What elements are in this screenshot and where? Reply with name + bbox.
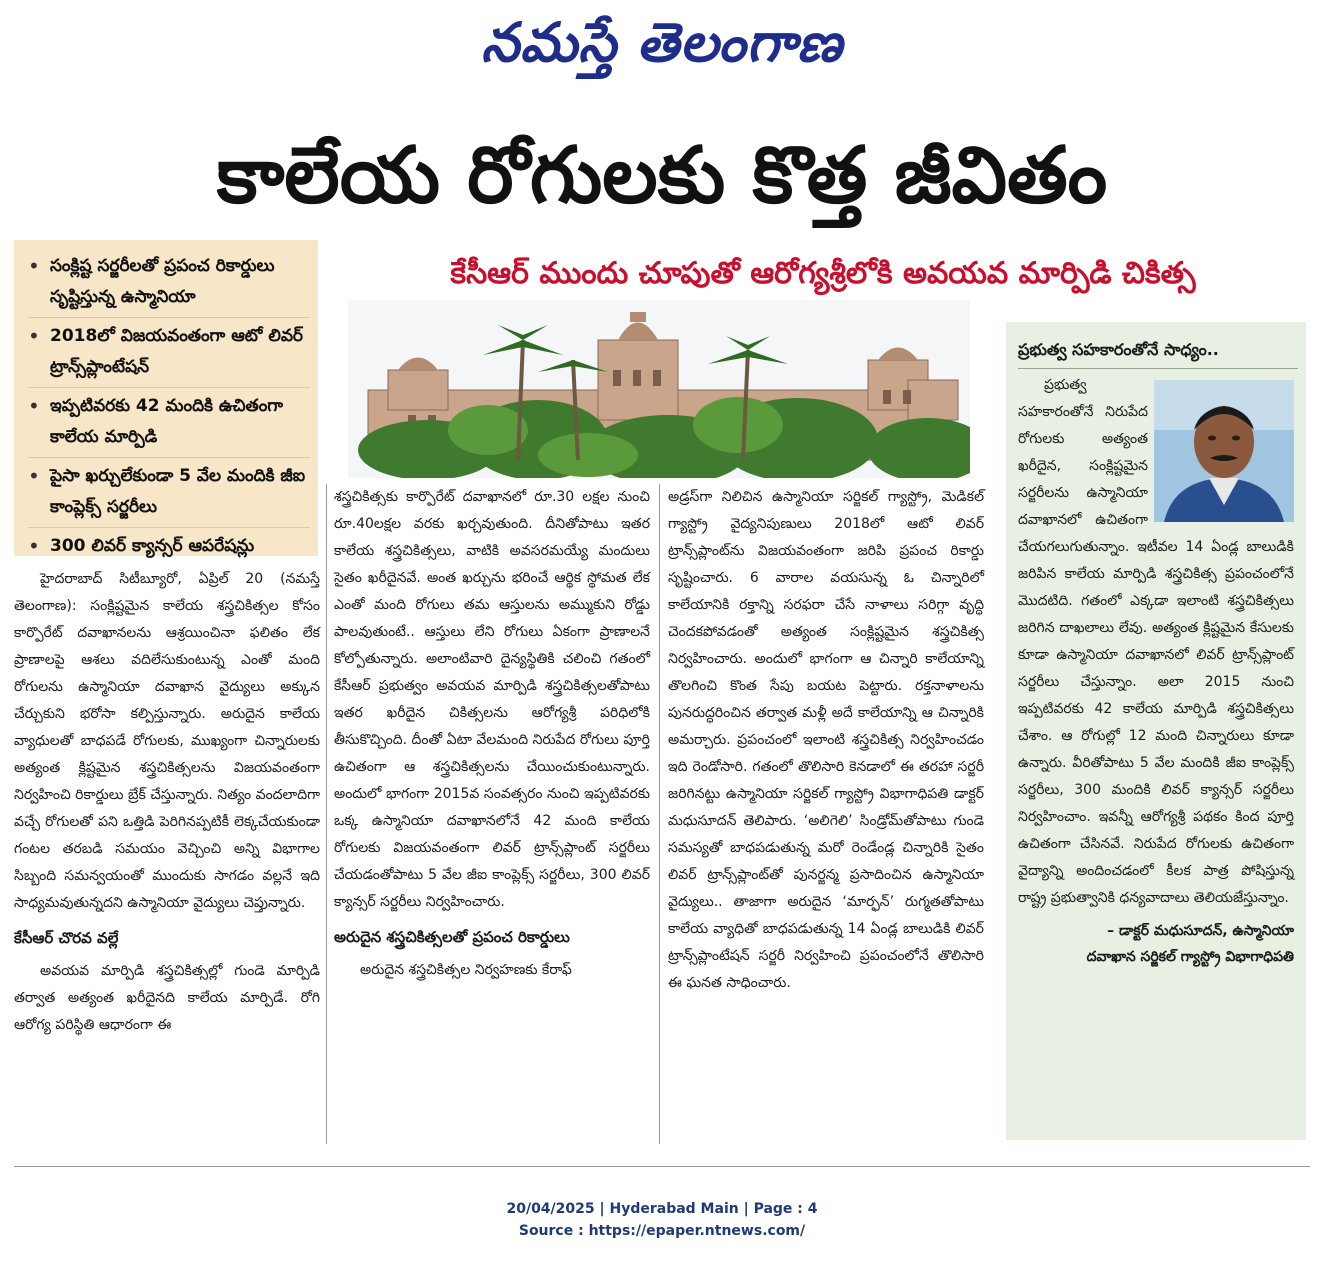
highlight-item xyxy=(28,388,310,458)
article-column-3 xyxy=(668,484,984,997)
column-divider xyxy=(659,484,660,1144)
article-paragraph: అవయవ మార్పిడి శస్త్రచికిత్సల్లో గుండె మార్పిడి తర్వాత అత్యంత ఖరీదైనది కాలేయ మార్పిడే. రోగి ఆరోగ్య పరిస్థితి ఆధారంగా ఈ xyxy=(14,963,320,1033)
highlight-text: పైసా ఖర్చులేకుండా 5 వేల మందికి జీఐ కాంప్లెక్స్ సర్జరీలు xyxy=(50,466,306,517)
quote-signature-line-1: – డాక్టర్ మధుసూదన్, ఉస్మానియా xyxy=(1107,923,1294,939)
quote-paragraph: ప్రభుత్వ సహకారంతోనే నిరుపేద రోగులకు అత్యంత ఖరీదైన, సంక్లిష్టమైన సర్జరీలను ఉస్మానియా దవాఖానలో ఉచితంగా చేయగలుగుతున్నాం. ఇటీవల 14 ఏండ్ల బాలుడికి జరిపిన కాలేయ మార్పిడి శస్త్రచికిత్స ప్రపంచంలోనే మొదటిది. గతంలో ఎక్కడా ఇలాంటి శస్త్రచికిత్సలు జరిగిన దాఖలాలు లేవు. అత్యంత క్లిష్టమైన కేసులకు కూడా ఉస్మానియా దవాఖానలో లివర్ ట్రాన్స్‌ప్లాంట్ సర్జరీలు చేస్తున్నాం. అలా 2015 నుంచి ఇప్పటివరకు 42 కాలేయ మార్పిడి శస్త్రచికిత్సలు చేశాం. ఆ రోగుల్లో 12 మంది చిన్నారులు కూడా ఉన్నారు. వీరితోపాటు 5 వేల మందికి జీఐ కాంప్లెక్స్ సర్జరీలు, 300 మందికి లివర్ క్యాన్సర్ సర్జరీలు నిర్వహించాం. ఇవన్నీ ఆరోగ్యశ్రీ పథకం కింద పూర్తి ఉచితంగా చేసినవే. నిరుపేద రోగులకు ఉచితంగా వైద్యాన్ని అందించడంలో కీలక పాత్ర పోషిస్తున్న రాష్ట్ర ప్రభుత్వానికి ధన్యవాదాలు తెలియజేస్తున్నాం. xyxy=(1018,377,1294,906)
highlight-text: ఇప్పటివరకు 42 మందికి ఉచితంగా కాలేయ మార్పిడి xyxy=(50,396,283,447)
article-headline: కాలేయ రోగులకు కొత్త జీవితం xyxy=(216,131,1108,221)
source-link[interactable]: Source : https://epaper.ntnews.com/ xyxy=(518,1223,806,1239)
bullet-icon: • xyxy=(28,254,40,278)
page-divider xyxy=(14,1166,1310,1167)
article-paragraph: అడ్రస్‌గా నిలిచిన ఉస్మానియా సర్జికల్ గ్యాస్ట్రో, మెడికల్ గ్యాస్ట్రో వైద్యనిపుణులు 2018లో ఆటో లివర్ ట్రాన్స్‌ప్లాంట్‌ను విజయవంతంగా జరిపి ప్రపంచ రికార్డు సృష్టించారు. 6 వారాల వయసున్న ఓ చిన్నారిలో కాలేయానికి రక్తాన్ని సరఫరా చేసే నాళాలు సరిగ్గా వృద్ధి చెందకపోవడంతో అత్యంత సంక్లిష్టమైన శస్త్రచికిత్స నిర్వహించారు. అందులో భాగంగా ఆ చిన్నారి కాలేయాన్ని తొలగించి కొంత సేపు బయట పెట్టారు. రక్తనాళాలను పునరుద్ధరించిన తర్వాత మళ్లీ అదే కాలేయాన్ని ఆ చిన్నారికి అమర్చారు. ప్రపంచంలో ఇలాంటి శస్త్రచికిత్స నిర్వహించడం ఇది రెండోసారి. గతంలో తొలిసారి కెనడాలో ఈ తరహా సర్జరీ జరిగినట్టు ఉస్మానియా సర్జికల్ గ్యాస్ట్రో విభాగాధిపతి డాక్టర్ మధుసూదన్ తెలిపారు. ‘అలిగెలి’ సిండ్రోమ్‌తోపాటు గుండె సమస్యతో బాధపడుతున్న మరో రెండేండ్ల చిన్నారికి సైతం లివర్ ట్రాన్స్‌ప్లాంట్‌తో పునర్జన్మ ప్రసాదించిన ఉస్మానియా వైద్యులు.. తాజాగా అరుదైన ‘మార్ఫన్’ రుగ్మతతోపాటు కాలేయ వ్యాధితో బాధపడుతున్న 14 ఏండ్ల బాలుడికి లివర్ ట్రాన్స్‌ప్లాంటేషన్ సర్జరీ నిర్వహించి ప్రపంచంలోనే తొలిసారి ఈ ఘనత సాధించారు. xyxy=(668,489,984,991)
page-footer xyxy=(0,1198,1324,1242)
article-paragraph: శస్త్రచికిత్సకు కార్పొరేట్ దవాఖానలో రూ.30 లక్షల నుంచి రూ.40లక్షల వరకు ఖర్చవుతుంది. దీనితోపాటు ఇతర కాలేయ శస్త్రచికిత్సలు, వాటికి అవసరమయ్యే మందులు సైతం ఖరీదైనవే. అంత ఖర్చును భరించే ఆర్థిక స్థోమత లేక ఎంతో మంది రోగులు తమ ఆస్తులను అమ్ముకుని రోడ్డు పాలవుతుంటే.. ఆస్తులు లేని రోగులు ఏకంగా ప్రాణాలనే కోల్పోతున్నారు. అలాంటివారి దైన్యస్థితికి చలించి గతంలో కేసీఆర్ ప్రభుత్వం అవయవ మార్పిడి శస్త్రచికిత్సలతోపాటు ఇతర ఖరీదైన చికిత్సలను ఆరోగ్యశ్రీ పరిధిలోకి తీసుకొచ్చింది. దీంతో ఏటా వేలమంది నిరుపేద రోగులు పూర్తి ఉచితంగా ఆ శస్త్రచికిత్సలను చేయించుకుంటున్నారు. అందులో భాగంగా 2015వ సంవత్సరం నుంచి ఇప్పటివరకు ఒక్క ఉస్మానియా దవాఖానలోనే 42 మంది కాలేయ రోగులకు విజయవంతంగా లివర్ ట్రాన్స్‌ప్లాంట్ సర్జరీలు చేయడంతోపాటు 5 వేల జీఐ కాంప్లెక్స్ సర్జరీలు, 300 లివర్ క్యాన్సర్ సర్జరీలు నిర్వహించారు. xyxy=(334,489,650,910)
section-subhead: అరుదైన శస్త్రచికిత్సలతో ప్రపంచ రికార్డులు xyxy=(334,928,570,946)
bullet-icon: • xyxy=(28,534,40,558)
article-paragraph: అరుదైన శస్త్రచికిత్సల నిర్వహణకు కేరాఫ్ xyxy=(360,962,572,978)
quote-box-title: ప్రభుత్వ సహకారంతోనే సాధ్యం.. xyxy=(1018,338,1298,369)
highlights-box xyxy=(14,240,318,556)
doctor-quote-text xyxy=(1018,372,1294,970)
highlight-item xyxy=(28,318,310,388)
newspaper-masthead: నమస్తే తెలంగాణ xyxy=(481,10,843,74)
article-column-1 xyxy=(14,566,320,1039)
section-subhead: కేసీఆర్ చొరవ వల్లే xyxy=(14,929,119,947)
highlight-text: 2018లో విజయవంతంగా ఆటో లివర్ ట్రాన్స్‌ప్లాంటేషన్ xyxy=(50,326,303,377)
quote-signature-line-2: దవాఖాన సర్జికల్ గ్యాస్ట్రో విభాగాధిపతి xyxy=(1086,949,1294,965)
highlight-item xyxy=(28,528,310,566)
bullet-icon: • xyxy=(28,324,40,348)
highlight-text: సంక్లిష్ట సర్జరీలతో ప్రపంచ రికార్డులు సృష్టిస్తున్న ఉస్మానియా xyxy=(50,256,275,307)
column-divider xyxy=(326,484,327,1144)
highlight-item xyxy=(28,458,310,528)
bullet-icon: • xyxy=(28,464,40,488)
article-subheadline: కేసీఆర్ ముందు చూపుతో ఆరోగ్యశ్రీలోకి అవయవ మార్పిడి చికిత్స xyxy=(450,256,1196,291)
highlight-item xyxy=(28,248,310,318)
edition-info: 20/04/2025 | Hyderabad Main | Page : 4 xyxy=(506,1201,818,1217)
hospital-photo xyxy=(348,300,970,478)
bullet-icon: • xyxy=(28,394,40,418)
article-column-2 xyxy=(334,484,650,984)
article-lead-paragraph: హైదరాబాద్ సిటీబ్యూరో, ఏప్రిల్ 20 (నమస్తే తెలంగాణ): సంక్లిష్టమైన కాలేయ శస్త్రచికిత్సల కోసం కార్పొరేట్ దవాఖానలను ఆశ్రయించినా ఫలితం లేక ప్రాణాలపై ఆశలు వదిలేసుకుంటున్న ఎంతో మంది రోగులను ఉస్మానియా దవాఖాన వైద్యులు అక్కున చేర్చుకుని భరోసా కల్పిస్తున్నారు. అరుదైన కాలేయ వ్యాధులతో బాధపడే రోగులకు, ముఖ్యంగా చిన్నారులకు అత్యంత క్లిష్టమైన శస్త్రచికిత్సలను విజయవంతంగా నిర్వహించి రికార్డులు బ్రేక్ చేస్తున్నారు. నిత్యం వందలాదిగా వచ్చే రోగులతో పని ఒత్తిడి పెరిగినప్పటికీ లెక్కచేయకుండా గంటల తరబడి సమయం వెచ్చించి అన్ని విభాగాల సిబ్బంది సమన్వయంతో ముందుకు సాగడం వల్లనే ఇది సాధ్యమవుతున్నదని ఉస్మానియా వైద్యులు చెప్తున్నారు. xyxy=(14,571,320,911)
highlight-text: 300 లివర్ క్యాన్సర్ ఆపరేషన్లు xyxy=(50,536,255,556)
